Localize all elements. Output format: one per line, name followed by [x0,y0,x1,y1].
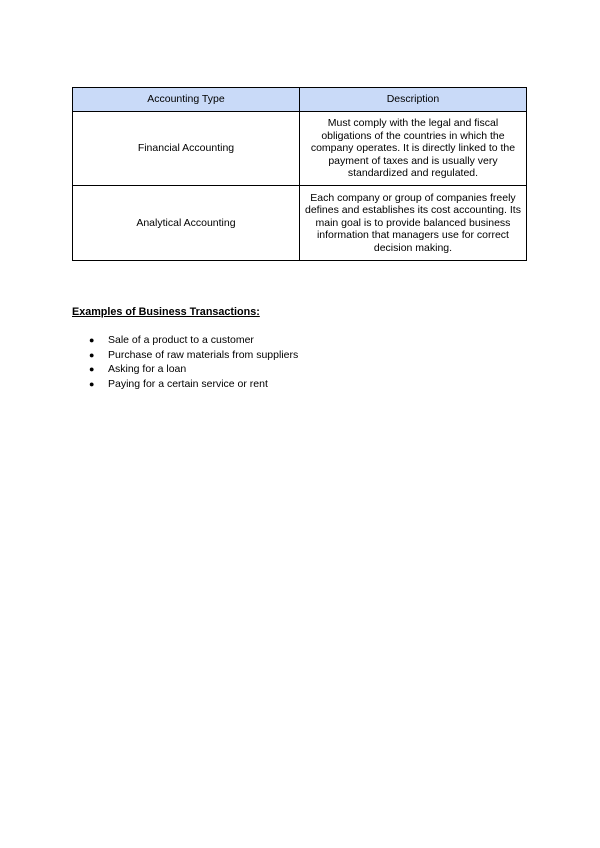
list-item-text: Purchase of raw materials from suppliers [108,348,299,361]
list-item [72,362,298,377]
list-item [72,333,298,348]
description-cell: Must comply with the legal and fiscal obligations of the countries in which the company operates. It is directly linked to the payment of taxes and is usually very standardized and regulated. [299,112,526,186]
bullet-icon: ● [89,335,95,345]
accounting-type-cell: Analytical Accounting [73,186,300,261]
column-header-description: Description [299,88,526,112]
bullet-icon: ● [89,379,95,390]
column-header-accounting-type: Accounting Type [73,88,300,112]
list-item-text: Paying for a certain service or rent [108,378,268,391]
list-item-text: Asking for a loan [108,363,187,376]
bullet-icon: ● [89,364,95,375]
table-header-row [73,88,527,112]
examples-list [72,333,298,392]
description-cell: Each company or group of companies freely defines and establishes its cost accounting. Its main goal is to provide balanced business information that managers use for correct decision making. [299,186,526,261]
accounting-types-table [72,87,527,261]
accounting-type-cell: Financial Accounting [73,112,300,186]
list-item [72,377,298,392]
list-item-text: Sale of a product to a customer [108,334,254,346]
list-item [72,348,298,363]
bullet-icon: ● [89,349,95,360]
examples-heading: Examples of Business Transactions: [72,306,260,318]
table-row [73,112,527,186]
table-row [73,186,527,261]
